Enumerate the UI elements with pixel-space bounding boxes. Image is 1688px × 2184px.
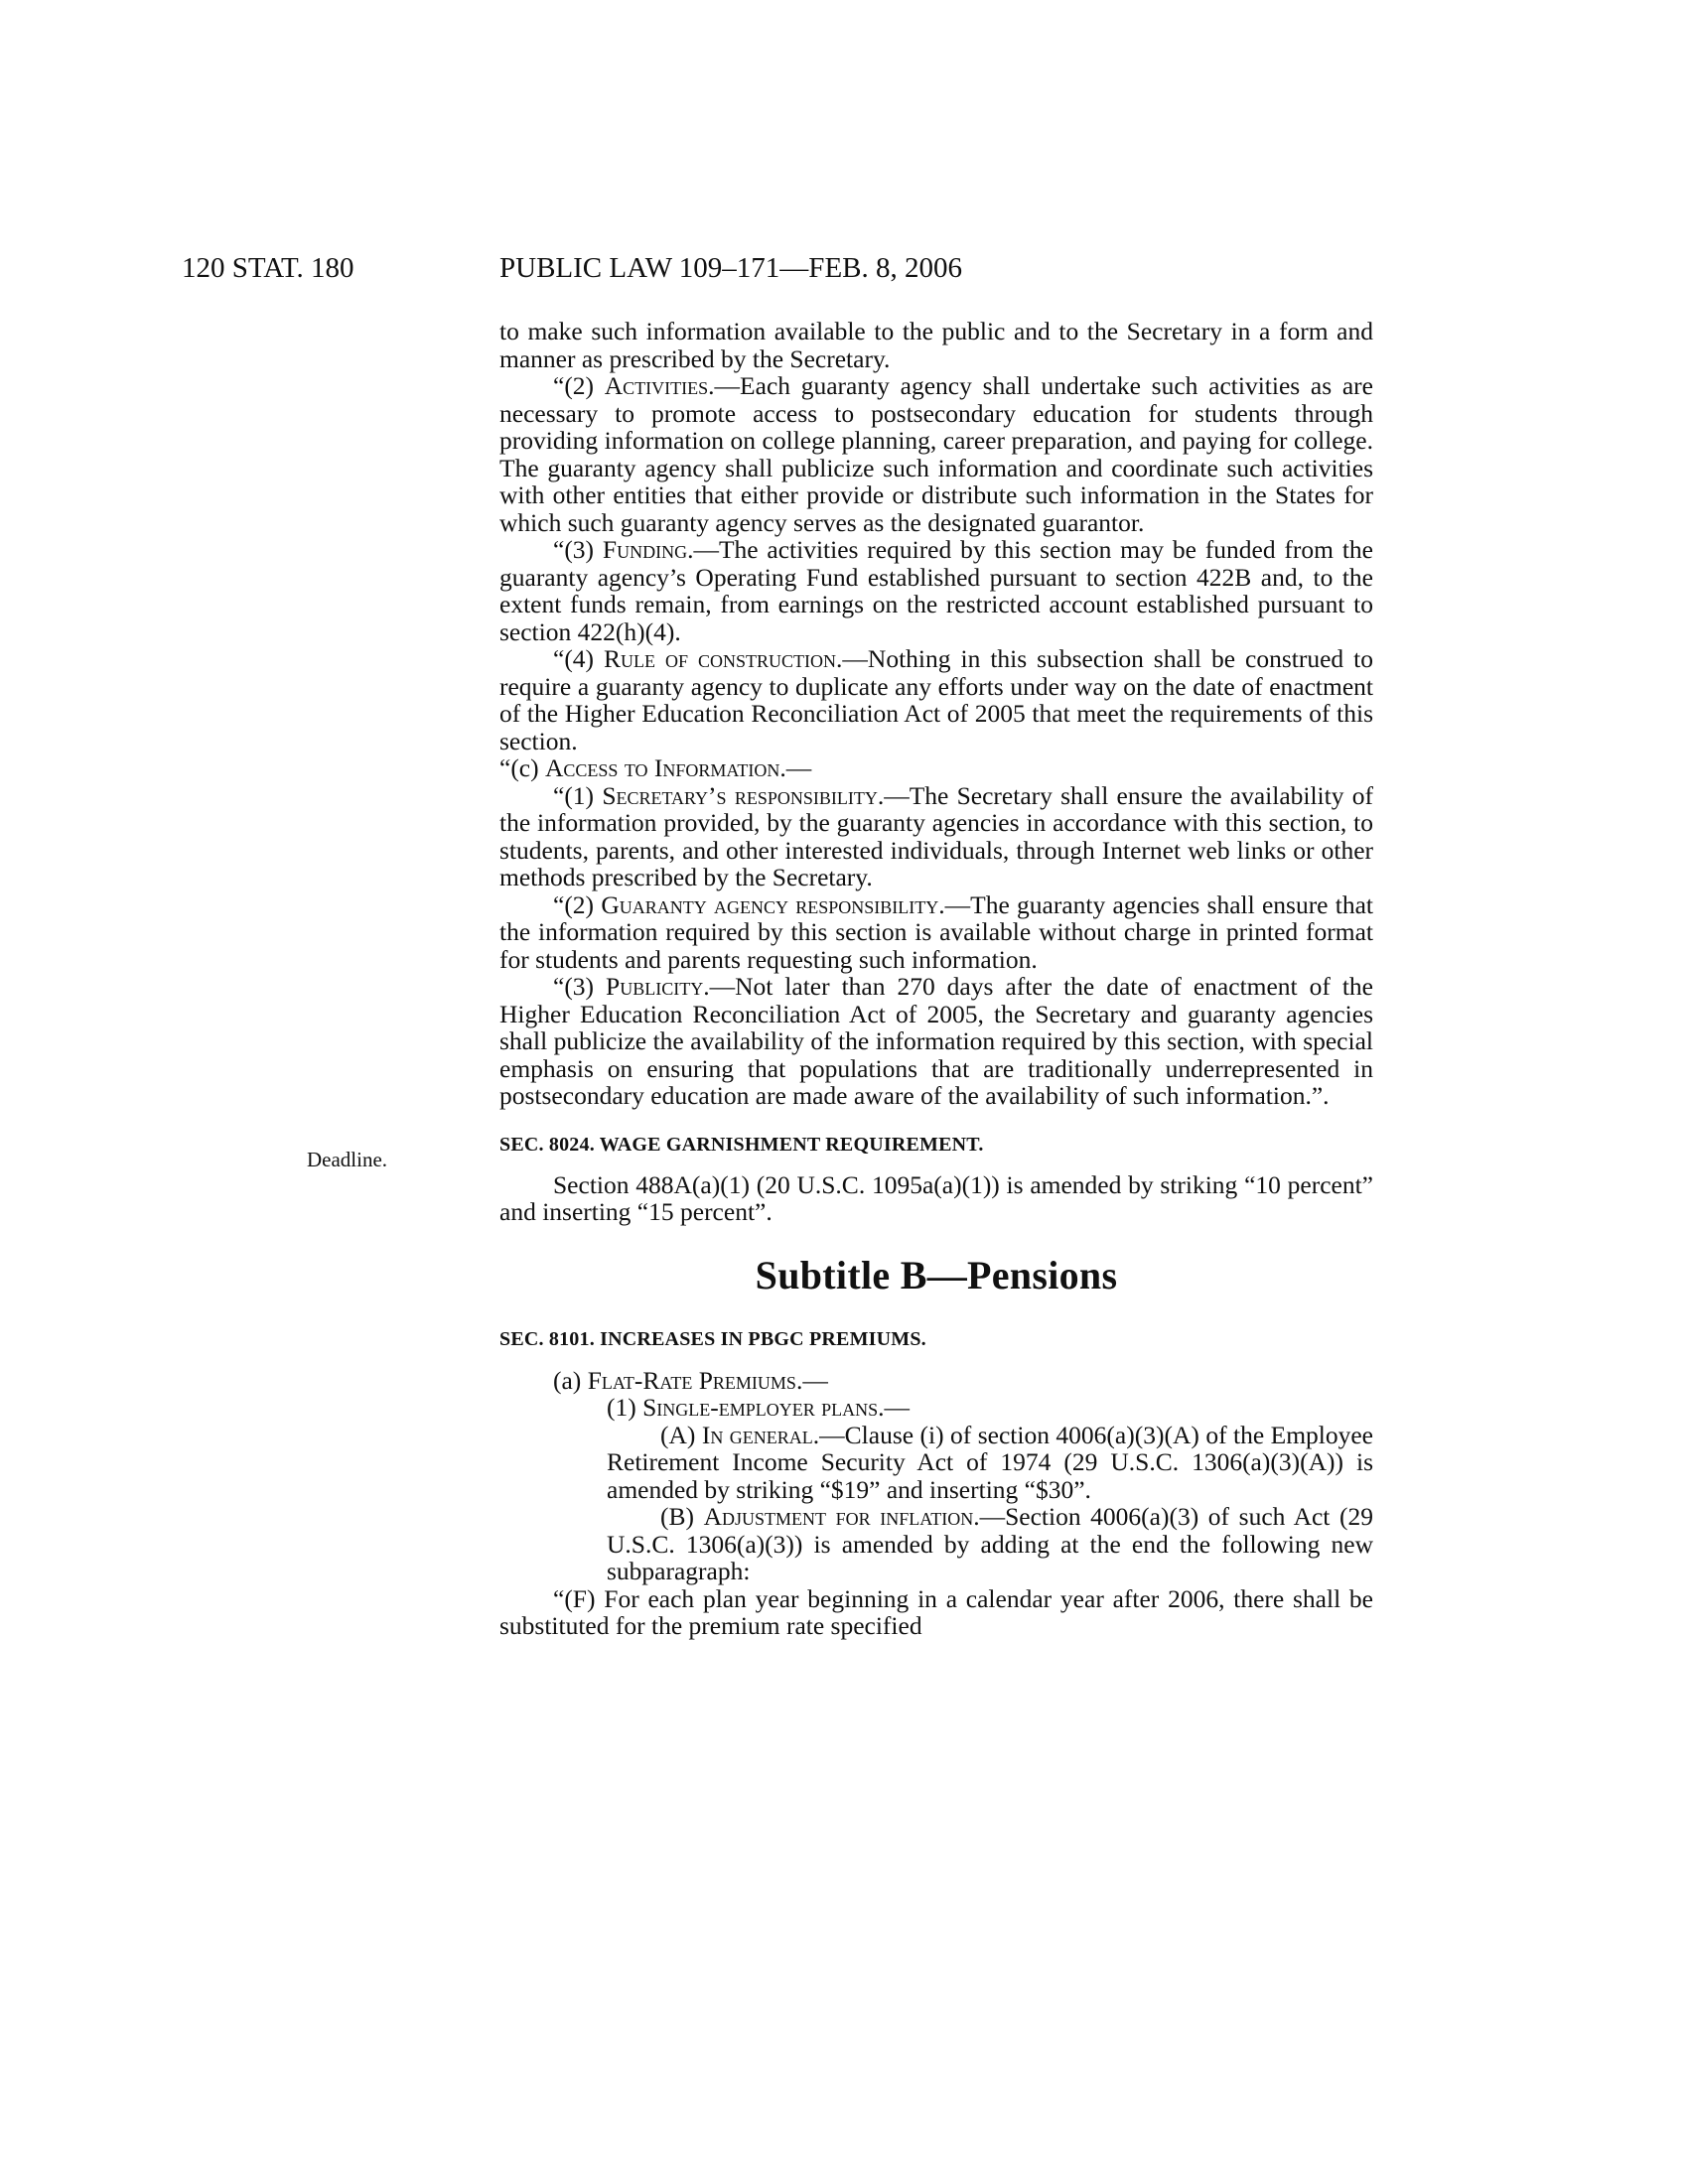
subsection-c-heading: “(c) Access to Information.— [499, 753, 812, 782]
paragraph-activities: “(2) Activities.—Each guaranty agency shall undertake such activities as are necessary to promote access to postsecondary education for students through providing information on college planning, career preparation, and paying for college. The guaranty agency shall publicize such information and coordinate such activities with other entities that either provide or distribute such information in the States for which such guaranty agency serves as the designated guarantor. [499, 371, 1373, 537]
paragraph-1-heading: (1) Single-employer plans.— [607, 1393, 911, 1422]
paragraph-publicity: “(3) Publicity.—Not later than 270 days after the date of enactment of the Higher Education Reconciliation Act of 2005, the Secretary and guaranty agencies shall publicize the availability of the information required by this section, with special emphasis on ensuring that populations that are traditionally underrepresented in postsecondary education are made aware of the availability of such information.”. [499, 972, 1373, 1110]
paragraph-continuation: to make such information available to the public and to the Secretary in a form and manner as prescribed by the Secretary. [499, 317, 1373, 373]
stat-page-number: 120 STAT. 180 [182, 252, 354, 284]
paragraph-funding: “(3) Funding.—The activities required by this section may be funded from the guaranty agency’s Operating Fund established pursuant to section 422B and, to the extent funds remain, from earnings on the restricted account established pursuant to section 422(h)(4). [499, 535, 1373, 646]
running-title: PUBLIC LAW 109–171—FEB. 8, 2006 [499, 252, 962, 284]
subsection-a-heading: (a) Flat-Rate Premiums.— [553, 1365, 828, 1395]
margin-note-deadline: Deadline. [307, 1148, 388, 1171]
section-8024-heading: SEC. 8024. WAGE GARNISHMENT REQUIREMENT. [499, 1133, 984, 1156]
page-body [499, 318, 1373, 1640]
subparagraph-f-quote: “(F) For each plan year beginning in a calendar year after 2006, there shall be substituted for the premium rate specified [499, 1583, 1373, 1640]
section-8101-heading: SEC. 8101. INCREASES IN PBGC PREMIUMS. [499, 1327, 926, 1350]
paragraph-rule-of-construction: “(4) Rule of construction.—Nothing in this subsection shall be construed to require a guaranty agency to duplicate any efforts under way on the date of enactment of the Higher Education Reconciliation Act of 2005 that meet the requirements of this section. [499, 644, 1373, 755]
paragraph-secretary-responsibility: “(1) Secretary’s responsibility.—The Secretary shall ensure the availability of the information provided, by the guaranty agencies in accordance with this section, to students, parents, and other interested individuals, through Internet web links or other methods prescribed by the Secretary. [499, 780, 1373, 891]
subparagraph-b: (B) Adjustment for inflation.—Section 4006(a)(3) of such Act (29 U.S.C. 1306(a)(3)) is amended by adding at the end the following new subparagraph: [607, 1502, 1373, 1585]
page-header [0, 252, 1688, 292]
subparagraph-block [499, 1422, 1373, 1585]
section-8024-text: Section 488A(a)(1) (20 U.S.C. 1095a(a)(1)) is amended by striking “10 percent” and inserting “15 percent”. [499, 1169, 1373, 1226]
subtitle-heading: Subtitle B—Pensions [755, 1252, 1118, 1297]
subparagraph-a: (A) In general.—Clause (i) of section 4006(a)(3)(A) of the Employee Retirement Income Security Act of 1974 (29 U.S.C. 1306(a)(3)(A)) is amended by striking “$19” and inserting “$30”. [607, 1420, 1373, 1504]
paragraph-guaranty-agency-responsibility: “(2) Guaranty agency responsibility.—The guaranty agencies shall ensure that the information required by this section is available without charge in printed format for students and parents requesting such information. [499, 889, 1373, 974]
